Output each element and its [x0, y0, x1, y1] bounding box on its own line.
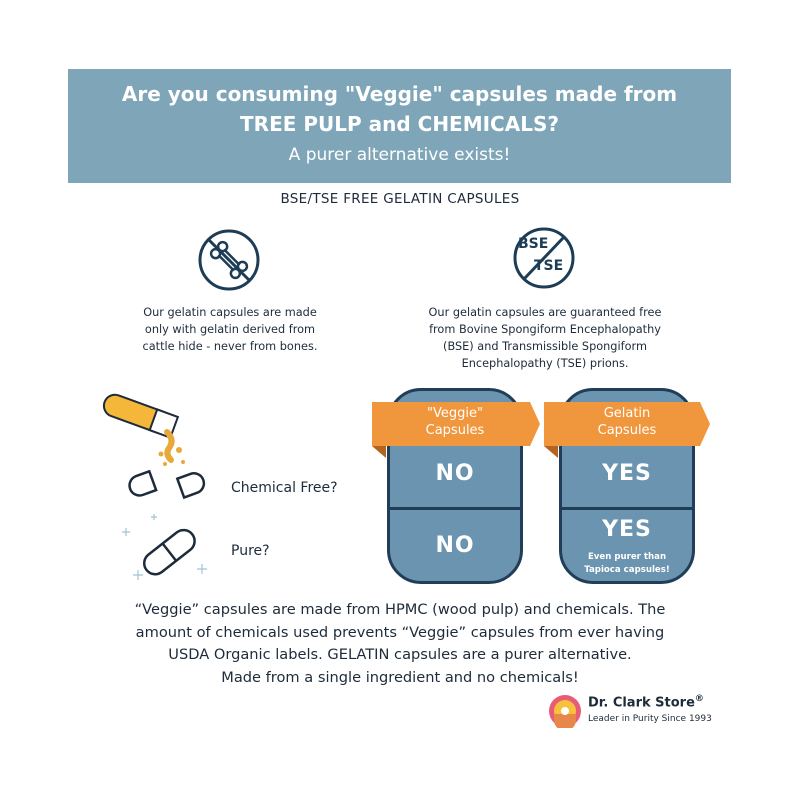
feature-text-line: Our gelatin capsules are guaranteed free: [428, 306, 662, 319]
brand-name-text: Dr. Clark Store: [588, 695, 695, 711]
gelatin-header-label: [552, 405, 702, 439]
bottom-paragraph: [0, 599, 800, 689]
headline: [68, 79, 731, 139]
feature-text-line: Encephalopathy (TSE) prions.: [461, 357, 629, 370]
row-label-pure: Pure?: [231, 543, 270, 559]
section-title: BSE/TSE FREE GELATIN CAPSULES: [280, 191, 520, 207]
gelatin-header-line-2: Capsules: [597, 423, 657, 438]
bottom-text-line: Made from a single ingredient and no chemicals!: [221, 668, 579, 686]
feature-text-line: Our gelatin capsules are made: [143, 306, 317, 319]
row-divider: [390, 507, 520, 510]
headline-line-2: TREE PULP and CHEMICALS?: [240, 112, 559, 136]
sunrise-logo-icon: [548, 694, 582, 728]
brand-name: [588, 694, 704, 710]
veggie-pure-answer: NO: [435, 533, 475, 558]
brand-tagline: Leader in Purity Since 1993: [588, 714, 712, 724]
registered-mark: ®: [694, 694, 704, 704]
headline-banner: [68, 69, 731, 183]
feature-text-line: (BSE) and Transmissible Spongiform: [443, 340, 647, 353]
gelatin-chemical-free-answer: YES: [602, 461, 652, 486]
gelatin-header-line-1: Gelatin: [603, 406, 651, 421]
crossed-out-bone-icon: [197, 228, 261, 292]
open-capsule-icon: [124, 464, 214, 504]
bottom-text-line: amount of chemicals used prevents “Veggie” capsules from ever having: [135, 623, 665, 641]
gelatin-pure-note: Even purer than Tapioca capsules!: [584, 552, 670, 575]
feature-bone-text: [110, 304, 350, 355]
bse-label: BSE: [518, 236, 549, 252]
tse-label: TSE: [534, 258, 564, 274]
bottom-text-line: “Veggie” capsules are made from HPMC (wood pulp) and chemicals. The: [134, 601, 666, 618]
subheadline: A purer alternative exists!: [288, 145, 511, 165]
feature-text-line: from Bovine Spongiform Encephalopathy: [429, 323, 661, 336]
row-divider: [562, 507, 692, 510]
veggie-chemical-free-answer: NO: [435, 461, 475, 486]
bottom-text-line: USDA Organic labels. GELATIN capsules are a purer alternative.: [168, 646, 632, 663]
test-tube-pour-icon: [95, 392, 205, 472]
feature-bse-text: [400, 304, 690, 372]
gelatin-pure-answer: YES: [602, 517, 652, 542]
headline-line-1: Are you consuming "Veggie" capsules made from: [121, 82, 678, 106]
veggie-header-line-1: "Veggie": [427, 406, 483, 421]
feature-text-line: cattle hide - never from bones.: [142, 340, 318, 353]
veggie-header-line-2: Capsules: [425, 423, 485, 438]
feature-text-line: only with gelatin derived from: [144, 323, 316, 336]
veggie-header-label: [380, 405, 530, 439]
row-label-chemical-free: Chemical Free?: [231, 480, 338, 496]
sparkling-capsule-icon: [118, 512, 218, 592]
